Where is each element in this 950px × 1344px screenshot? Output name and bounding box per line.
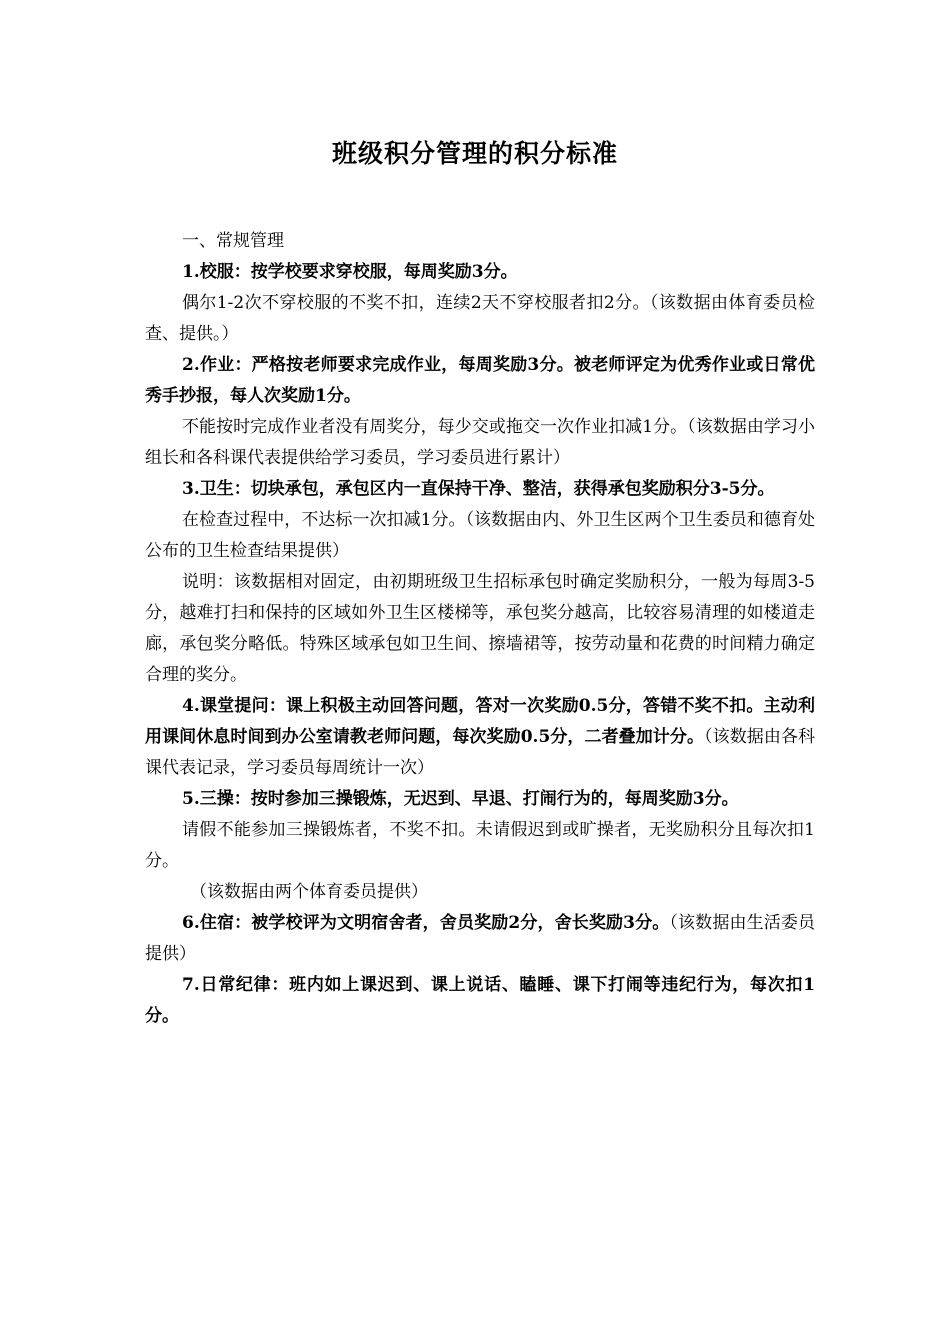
document-body	[145, 226, 815, 1032]
rule-item-1	[145, 257, 815, 288]
rule-text: 1.校服：按学校要求穿校服，每周奖励3分。	[182, 262, 518, 282]
rule-source-note: （该数据由两个体育委员提供）	[190, 882, 428, 902]
rule-item-6	[145, 908, 815, 970]
rule-text: 4.课堂提问：课上积极主动回答问题，答对一次奖励0.5分，答错不奖不扣。主动利用课间休息时间到办公室请教老师问题，每次奖励0.5分，二者叠加计分。	[145, 696, 815, 747]
section-heading: 一、常规管理	[182, 231, 284, 251]
rule-note: （该数据由各科课代表记录，学习委员每周统计一次）	[145, 727, 816, 778]
page-title: 班级积分管理的积分标准	[331, 139, 618, 168]
rule-text: 2.作业：严格按老师要求完成作业，每周奖励3分。被老师评定为优秀作业或日常优秀手抄报，每人次奖励1分。	[145, 355, 815, 406]
rule-item-4	[145, 691, 815, 784]
rule-item-2	[145, 350, 815, 412]
rule-text: 3.卫生：切块承包，承包区内一直保持干净、整洁，获得承包奖励积分3-5分。	[182, 479, 775, 499]
rule-text: 6.住宿：被学校评为文明宿舍者，舍员奖励2分，舍长奖励3分。	[182, 913, 670, 933]
rule-explanation: 说明：该数据相对固定，由初期班级卫生招标承包时确定奖励积分，一般为每周3-5分，越难打扫和保持的区域如外卫生区楼梯等，承包奖分越高，比较容易清理的如楼道走廊，承包奖分略低。特殊区域承包如卫生间、擦墙裙等，按劳动量和花费的时间精力确定合理的奖分。	[145, 572, 815, 685]
rule-item-7	[145, 970, 815, 1032]
rule-detail: 请假不能参加三操锻炼者，不奖不扣。未请假迟到或旷操者，无奖励积分且每次扣1分。	[145, 820, 815, 871]
rule-text: 5.三操：按时参加三操锻炼，无迟到、早退、打闹行为的，每周奖励3分。	[182, 789, 739, 809]
rule-detail: 偶尔1-2次不穿校服的不奖不扣，连续2天不穿校服者扣2分。（该数据由体育委员检查、提供。）	[145, 293, 815, 344]
rule-detail: 不能按时完成作业者没有周奖分，每少交或拖交一次作业扣减1分。（该数据由学习小组长和各科课代表提供给学习委员，学习委员进行累计）	[145, 417, 815, 468]
rule-note: （该数据由生活委员提供）	[145, 913, 816, 964]
rule-item-5	[145, 784, 815, 815]
rule-item-3	[145, 474, 815, 505]
rule-text: 7.日常纪律：班内如上课迟到、课上说话、瞌睡、课下打闹等违纪行为，每次扣1分。	[145, 975, 815, 1026]
rule-detail: 在检查过程中，不达标一次扣减1分。（该数据由内、外卫生区两个卫生委员和德育处公布的卫生检查结果提供）	[145, 510, 815, 561]
